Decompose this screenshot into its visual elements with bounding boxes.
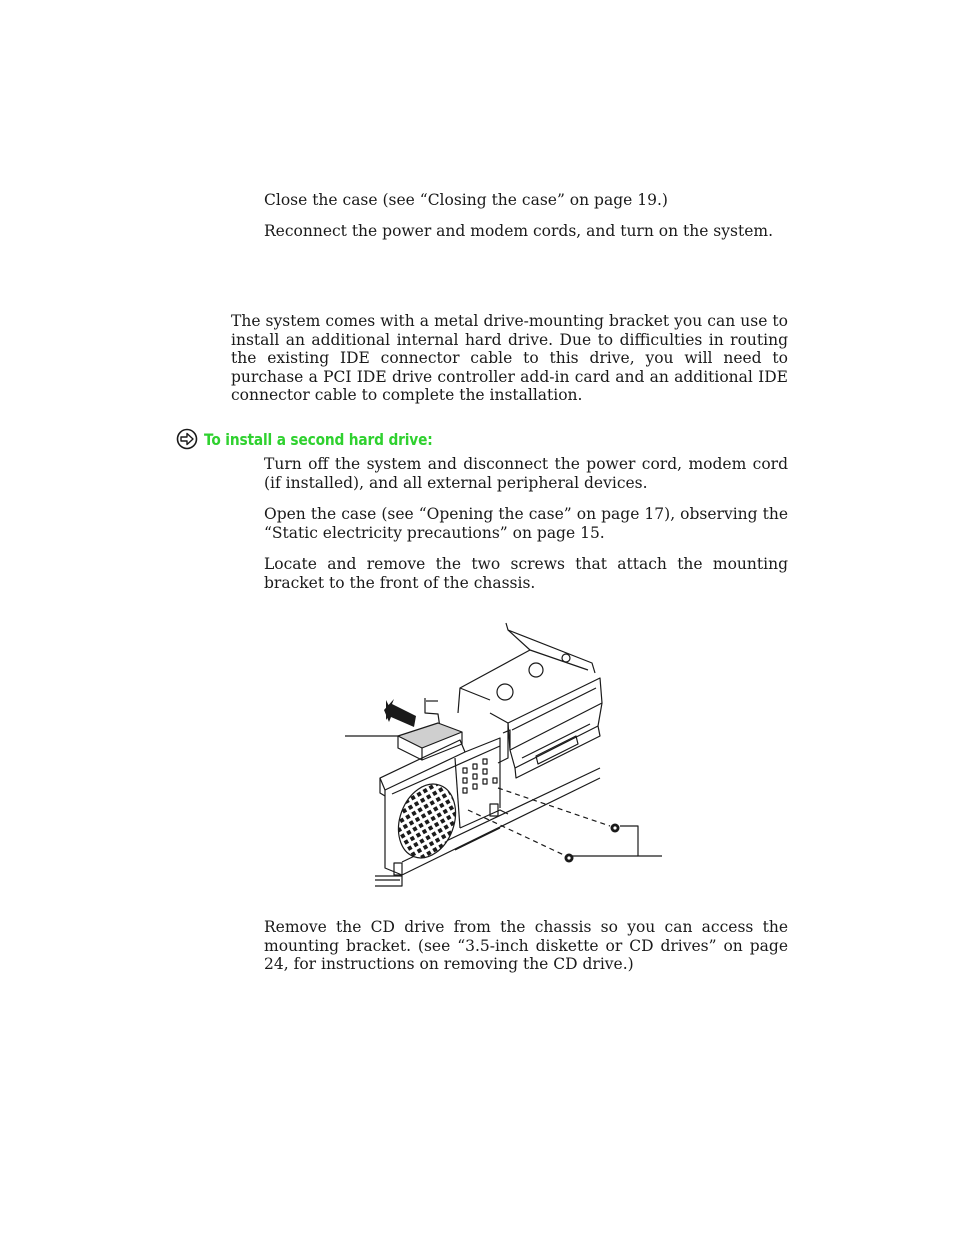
- step-remove-cd-drive: Remove the CD drive from the chassis so you can access the mounting bracket. (see “3.5-inch diskette or CD drives” on page 24, for instructions on removing the CD drive.): [264, 918, 788, 974]
- step-remove-screws: Locate and remove the two screws that attach the mounting bracket to the front of the chassis.: [264, 555, 788, 592]
- intro-paragraph: The system comes with a metal drive-mounting bracket you can use to install an additional internal hard drive. Due to difficulties in routing the existing IDE connector cable to this drive, you will need to purchase a PCI IDE drive controller add-in card and an additional IDE connector cable to complete the installation.: [231, 312, 788, 405]
- procedure-heading: [176, 428, 470, 450]
- step-reconnect-power: Reconnect the power and modem cords, and turn on the system.: [264, 222, 773, 240]
- screw-icon: [611, 824, 620, 833]
- procedure-heading-text: To install a second hard drive:: [204, 429, 433, 449]
- step-close-case: Close the case (see “Closing the case” on page 19.): [264, 191, 668, 209]
- chassis-bracket-illustration: [340, 618, 670, 893]
- right-arrow-circle-icon: [176, 428, 198, 450]
- arrow-head: [384, 699, 416, 727]
- screw-icon: [565, 854, 574, 863]
- fan-grill: [389, 776, 466, 866]
- step-turn-off: Turn off the system and disconnect the power cord, modem cord (if installed), and all external peripheral devices.: [264, 455, 788, 492]
- step-open-case: Open the case (see “Opening the case” on page 17), observing the “Static electricity precautions” on page 15.: [264, 505, 788, 542]
